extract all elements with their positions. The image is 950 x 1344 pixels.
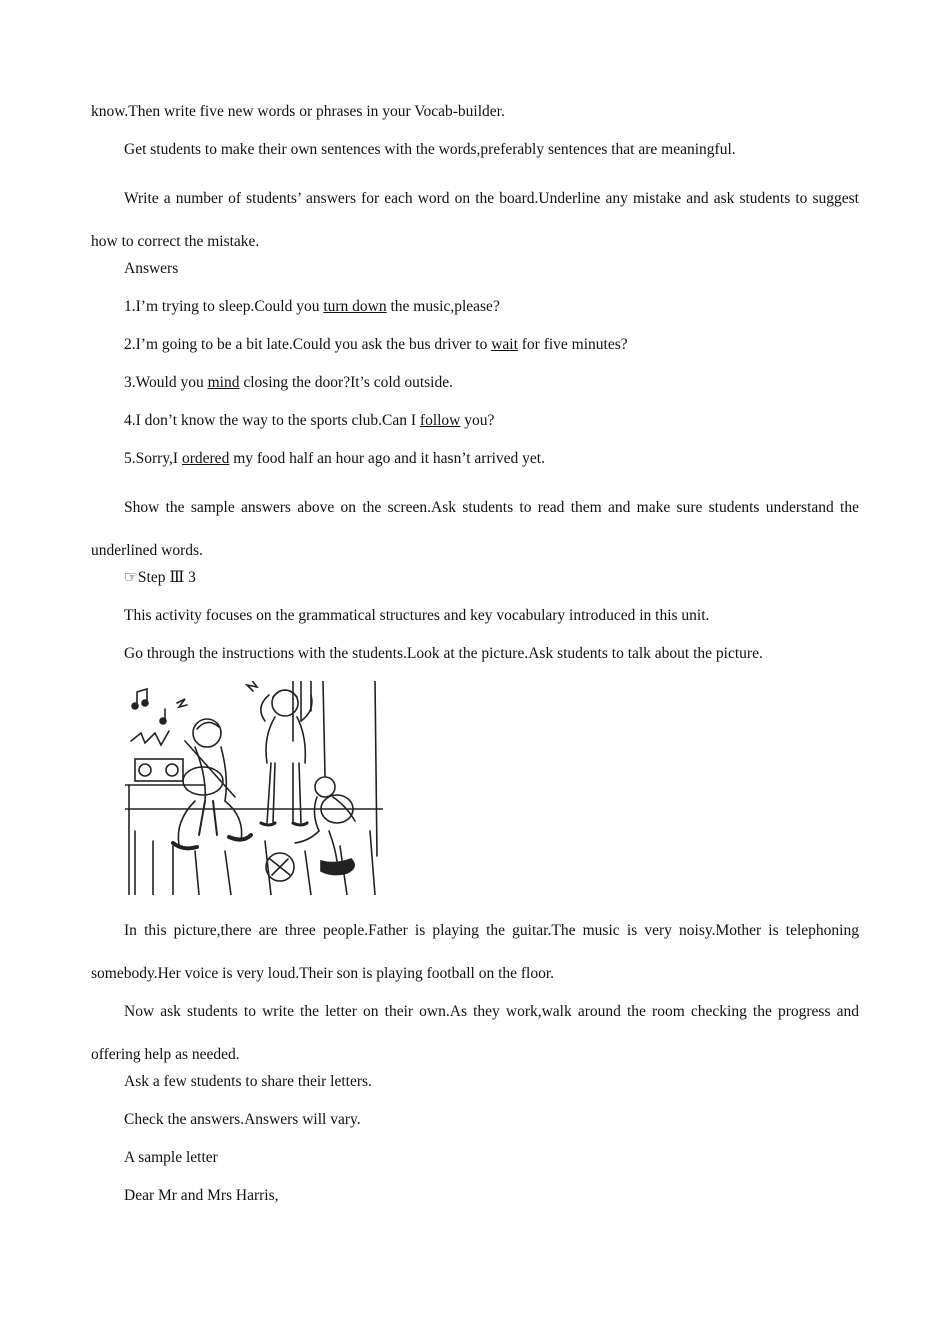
paragraph-write-answers: Write a number of students’ answers for each word on the board.Underline any mistake and ask students to suggest how to correct the mistake. <box>91 190 859 250</box>
paragraph-make-sentences: Get students to make their own sentences with the words,preferably sentences that are meaningful. <box>124 141 736 158</box>
paragraph-show-answers: Show the sample answers above on the screen.Ask students to read them and make sure students understand the underlined words. <box>91 499 859 559</box>
document-page <box>91 101 859 1223</box>
paragraph-activity-focus: This activity focuses on the grammatical structures and key vocabulary introduced in this unit. <box>124 607 710 624</box>
answer-4: 4.I don’t know the way to the sports club.Can I follow you? <box>124 412 495 429</box>
answer-5: 5.Sorry,I ordered my food half an hour ago and it hasn’t arrived yet. <box>124 450 545 467</box>
paragraph-write-letter: Now ask students to write the letter on their own.As they work,walk around the room checking the progress and offering help as needed. <box>91 1003 859 1063</box>
answer-4-underlined: follow <box>419 412 461 429</box>
illustration-drawing <box>125 681 383 895</box>
answer-1: 1.I’m trying to sleep.Could you turn down the music,please? <box>124 298 500 315</box>
letter-salutation: Dear Mr and Mrs Harris, <box>124 1187 279 1204</box>
answer-3-underlined: mind <box>207 374 240 391</box>
paragraph-share-letters: Ask a few students to share their letters. <box>124 1073 372 1090</box>
paragraph-check-answers: Check the answers.Answers will vary. <box>124 1111 361 1128</box>
sample-letter-heading: A sample letter <box>124 1149 218 1166</box>
answers-heading: Answers <box>124 260 179 277</box>
answer-2: 2.I’m going to be a bit late.Could you ask the bus driver to wait for five minutes? <box>124 336 628 353</box>
step-heading: ☞Step Ⅲ 3 <box>124 569 196 586</box>
answer-1-underlined: turn down <box>323 298 387 315</box>
paragraph-picture-description: In this picture,there are three people.Father is playing the guitar.The music is very noisy.Mother is telephoning somebody.Her voice is very loud.Their son is playing football on the floor. <box>91 922 859 982</box>
family-noise-illustration <box>125 681 383 895</box>
paragraph-instructions: Go through the instructions with the students.Look at the picture.Ask students to talk about the picture. <box>124 645 763 662</box>
answer-2-underlined: wait <box>491 336 518 353</box>
answer-3: 3.Would you mind closing the door?It’s cold outside. <box>124 374 453 391</box>
paragraph-vocab-builder: know.Then write five new words or phrases in your Vocab-builder. <box>91 103 505 120</box>
answer-5-underlined: ordered <box>181 450 230 467</box>
